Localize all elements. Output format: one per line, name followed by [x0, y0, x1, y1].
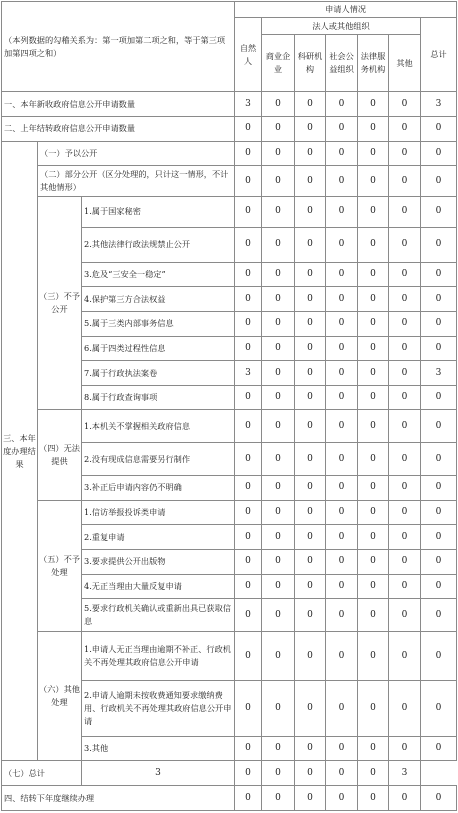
value-cell: 0: [389, 166, 421, 197]
value-cell: 0: [262, 786, 295, 811]
value-cell: 0: [295, 336, 326, 361]
gov-info-disclosure-table: [1, 1, 457, 811]
value-cell: 0: [358, 736, 389, 761]
value-cell: 0: [235, 141, 262, 166]
value-cell: 0: [389, 287, 421, 312]
value-cell: 0: [358, 574, 389, 599]
row-label: 2.申请人逾期未按收费通知要求缴纳费用、行政机关不再处理其政府信息公开申请: [82, 681, 235, 736]
value-cell: 0: [235, 525, 262, 550]
value-cell: 0: [326, 262, 358, 287]
value-cell: 0: [295, 761, 326, 786]
value-cell: 0: [358, 197, 389, 228]
value-cell: 0: [358, 786, 389, 811]
value-cell: 0: [326, 410, 358, 443]
value-cell: 3: [421, 92, 457, 117]
value-cell: 0: [421, 197, 457, 228]
value-cell: 0: [358, 632, 389, 681]
value-cell: 0: [326, 786, 358, 811]
value-cell: 0: [326, 385, 358, 410]
header-total: 总计: [421, 18, 457, 92]
value-cell: 0: [295, 632, 326, 681]
value-cell: 0: [389, 262, 421, 287]
value-cell: 0: [389, 681, 421, 736]
value-cell: 0: [389, 443, 421, 476]
value-cell: 0: [235, 632, 262, 681]
row-label: 2.没有现成信息需要另行制作: [82, 443, 235, 476]
value-cell: 3: [235, 361, 262, 386]
value-cell: 0: [421, 336, 457, 361]
value-cell: 0: [235, 574, 262, 599]
value-cell: 0: [421, 599, 457, 632]
value-cell: 3: [82, 761, 235, 786]
header-public-welfare: 社会公益组织: [326, 34, 358, 91]
value-cell: 0: [235, 287, 262, 312]
value-cell: 0: [235, 550, 262, 575]
value-cell: 0: [358, 550, 389, 575]
value-cell: 0: [421, 410, 457, 443]
header-natural-person: 自然人: [235, 18, 262, 92]
header-legal-entities: 法人或其他组织: [262, 18, 421, 34]
row-label: 5.属于三类内部事务信息: [82, 311, 235, 336]
group-other-label: （六）其他处理: [38, 632, 82, 761]
value-cell: 0: [421, 681, 457, 736]
row-label: 4.无正当理由大量反复申请: [82, 574, 235, 599]
header-research: 科研机构: [295, 34, 326, 91]
value-cell: 0: [389, 227, 421, 262]
row-label: （二）部分公开（区分处理的，只计这一情形，不计其他情形）: [38, 166, 235, 197]
header-applicant: 申请人情况: [235, 2, 457, 18]
value-cell: 0: [389, 476, 421, 501]
value-cell: 0: [235, 476, 262, 501]
value-cell: 0: [262, 525, 295, 550]
value-cell: 0: [326, 336, 358, 361]
value-cell: 0: [326, 681, 358, 736]
value-cell: 0: [358, 227, 389, 262]
value-cell: 0: [235, 736, 262, 761]
value-cell: 0: [295, 525, 326, 550]
group-result-label: 三、本年度办理结果: [2, 141, 38, 761]
value-cell: 0: [326, 311, 358, 336]
value-cell: 0: [358, 681, 389, 736]
value-cell: 0: [389, 525, 421, 550]
value-cell: 0: [295, 227, 326, 262]
value-cell: 0: [262, 311, 295, 336]
header-business: 商业企业: [262, 34, 295, 91]
value-cell: 0: [421, 385, 457, 410]
value-cell: 0: [421, 574, 457, 599]
value-cell: 0: [358, 599, 389, 632]
value-cell: 0: [262, 336, 295, 361]
value-cell: 0: [358, 166, 389, 197]
table-row: [2, 141, 457, 166]
value-cell: 0: [389, 311, 421, 336]
value-cell: 0: [295, 550, 326, 575]
value-cell: 0: [262, 116, 295, 141]
value-cell: 0: [326, 500, 358, 525]
value-cell: 0: [389, 336, 421, 361]
value-cell: 0: [262, 410, 295, 443]
row-label: 5.要求行政机关确认或重新出具已获取信息: [82, 599, 235, 632]
value-cell: 0: [389, 141, 421, 166]
value-cell: 0: [262, 141, 295, 166]
value-cell: 0: [421, 262, 457, 287]
value-cell: 0: [389, 736, 421, 761]
value-cell: 0: [295, 262, 326, 287]
value-cell: 0: [326, 197, 358, 228]
row-label: 一、本年新收政府信息公开申请数量: [2, 92, 235, 117]
value-cell: 0: [326, 92, 358, 117]
value-cell: 0: [295, 361, 326, 386]
row-label: 4.保护第三方合法权益: [82, 287, 235, 312]
value-cell: 0: [295, 599, 326, 632]
value-cell: 0: [389, 632, 421, 681]
value-cell: 0: [326, 443, 358, 476]
value-cell: 0: [326, 476, 358, 501]
value-cell: 0: [295, 287, 326, 312]
value-cell: 3: [389, 761, 421, 786]
value-cell: 0: [262, 761, 295, 786]
value-cell: 3: [421, 361, 457, 386]
value-cell: 0: [295, 681, 326, 736]
value-cell: 0: [295, 311, 326, 336]
value-cell: 0: [295, 443, 326, 476]
row-label: 二、上年结转政府信息公开申请数量: [2, 116, 235, 141]
value-cell: 0: [358, 141, 389, 166]
value-cell: 0: [421, 287, 457, 312]
value-cell: 0: [235, 500, 262, 525]
value-cell: 0: [295, 410, 326, 443]
value-cell: 0: [358, 443, 389, 476]
value-cell: 0: [295, 476, 326, 501]
table-row: [2, 92, 457, 117]
value-cell: 3: [235, 92, 262, 117]
row-label: 7.属于行政执法案卷: [82, 361, 235, 386]
table-row: [2, 197, 457, 228]
value-cell: 0: [262, 385, 295, 410]
value-cell: 0: [235, 681, 262, 736]
value-cell: 0: [235, 599, 262, 632]
value-cell: 0: [326, 227, 358, 262]
value-cell: 0: [421, 525, 457, 550]
row-label: 6.属于四类过程性信息: [82, 336, 235, 361]
header-other: 其他: [389, 34, 421, 91]
value-cell: 0: [358, 336, 389, 361]
value-cell: 0: [389, 385, 421, 410]
value-cell: 0: [389, 574, 421, 599]
row-label: 3.要求提供公开出版物: [82, 550, 235, 575]
value-cell: 0: [262, 166, 295, 197]
row-label: 2.其他法律行政法规禁止公开: [82, 227, 235, 262]
value-cell: 0: [421, 550, 457, 575]
value-cell: 0: [358, 311, 389, 336]
value-cell: 0: [326, 736, 358, 761]
value-cell: 0: [295, 116, 326, 141]
value-cell: 0: [421, 632, 457, 681]
table-row: [2, 761, 457, 786]
value-cell: 0: [262, 92, 295, 117]
value-cell: 0: [358, 476, 389, 501]
row-label: （七）总计: [2, 761, 82, 786]
value-cell: 0: [389, 786, 421, 811]
value-cell: 0: [421, 227, 457, 262]
value-cell: 0: [295, 786, 326, 811]
value-cell: 0: [389, 550, 421, 575]
table-row: [2, 166, 457, 197]
value-cell: 0: [358, 116, 389, 141]
value-cell: 0: [421, 786, 457, 811]
value-cell: 0: [295, 197, 326, 228]
value-cell: 0: [326, 141, 358, 166]
table-row: [2, 410, 457, 443]
value-cell: 0: [358, 500, 389, 525]
group-not-disclosed-label: （三）不予公开: [38, 197, 82, 410]
value-cell: 0: [262, 443, 295, 476]
table-row: [2, 500, 457, 525]
row-label: 1.属于国家秘密: [82, 197, 235, 228]
value-cell: 0: [262, 476, 295, 501]
value-cell: 0: [358, 262, 389, 287]
value-cell: 0: [326, 761, 358, 786]
value-cell: 0: [262, 550, 295, 575]
value-cell: 0: [262, 500, 295, 525]
row-label: 2.重复申请: [82, 525, 235, 550]
row-label: 1.本机关不掌握相关政府信息: [82, 410, 235, 443]
row-label: 四、结转下年度继续办理: [2, 786, 235, 811]
value-cell: 0: [235, 197, 262, 228]
value-cell: 0: [326, 632, 358, 681]
header-note: （本列数据的勾稽关系为：第一项加第二项之和，等于第三项加第四项之和）: [2, 2, 235, 92]
value-cell: 0: [235, 166, 262, 197]
value-cell: 0: [262, 197, 295, 228]
value-cell: 0: [421, 443, 457, 476]
group-unable-label: （四）无法提供: [38, 410, 82, 500]
value-cell: 0: [358, 385, 389, 410]
value-cell: 0: [235, 786, 262, 811]
value-cell: 0: [389, 361, 421, 386]
value-cell: 0: [421, 141, 457, 166]
value-cell: 0: [389, 410, 421, 443]
value-cell: 0: [326, 287, 358, 312]
value-cell: 0: [421, 476, 457, 501]
value-cell: 0: [326, 550, 358, 575]
value-cell: 0: [326, 525, 358, 550]
value-cell: 0: [358, 525, 389, 550]
value-cell: 0: [326, 599, 358, 632]
value-cell: 0: [295, 385, 326, 410]
table-row: [2, 786, 457, 811]
value-cell: 0: [295, 92, 326, 117]
value-cell: 0: [389, 500, 421, 525]
value-cell: 0: [295, 500, 326, 525]
value-cell: 0: [235, 311, 262, 336]
row-label: 1.申请人无正当理由逾期不补正、行政机关不再处理其政府信息公开申请: [82, 632, 235, 681]
row-label: 3.补正后申请内容仍不明确: [82, 476, 235, 501]
row-label: 3.其他: [82, 736, 235, 761]
value-cell: 0: [262, 574, 295, 599]
value-cell: 0: [421, 311, 457, 336]
value-cell: 0: [295, 574, 326, 599]
value-cell: 0: [262, 262, 295, 287]
value-cell: 0: [235, 761, 262, 786]
row-label: 8.属于行政查询事项: [82, 385, 235, 410]
value-cell: 0: [358, 361, 389, 386]
value-cell: 0: [358, 287, 389, 312]
value-cell: 0: [262, 361, 295, 386]
value-cell: 0: [326, 361, 358, 386]
value-cell: 0: [421, 736, 457, 761]
value-cell: 0: [262, 599, 295, 632]
value-cell: 0: [235, 262, 262, 287]
value-cell: 0: [389, 197, 421, 228]
group-not-processed-label: （五）不予处理: [38, 500, 82, 631]
value-cell: 0: [262, 227, 295, 262]
value-cell: 0: [295, 141, 326, 166]
value-cell: 0: [421, 116, 457, 141]
row-label: 3.危及“三安全一稳定”: [82, 262, 235, 287]
value-cell: 0: [358, 92, 389, 117]
value-cell: 0: [262, 681, 295, 736]
value-cell: 0: [326, 116, 358, 141]
value-cell: 0: [235, 410, 262, 443]
value-cell: 0: [295, 166, 326, 197]
value-cell: 0: [235, 385, 262, 410]
value-cell: 0: [326, 574, 358, 599]
table-row: [2, 116, 457, 141]
table-row: [2, 632, 457, 681]
row-label: （一）予以公开: [38, 141, 235, 166]
value-cell: 0: [326, 166, 358, 197]
value-cell: 0: [358, 761, 389, 786]
value-cell: 0: [235, 116, 262, 141]
value-cell: 0: [235, 336, 262, 361]
value-cell: 0: [389, 116, 421, 141]
value-cell: 0: [262, 632, 295, 681]
value-cell: 0: [389, 599, 421, 632]
header-legal-service: 法律服务机构: [358, 34, 389, 91]
value-cell: 0: [235, 443, 262, 476]
value-cell: 0: [235, 227, 262, 262]
value-cell: 0: [421, 500, 457, 525]
row-label: 1.信访举报投诉类申请: [82, 500, 235, 525]
value-cell: 0: [389, 92, 421, 117]
value-cell: 0: [262, 736, 295, 761]
value-cell: 0: [421, 166, 457, 197]
value-cell: 0: [295, 736, 326, 761]
value-cell: 0: [262, 287, 295, 312]
value-cell: 0: [358, 410, 389, 443]
